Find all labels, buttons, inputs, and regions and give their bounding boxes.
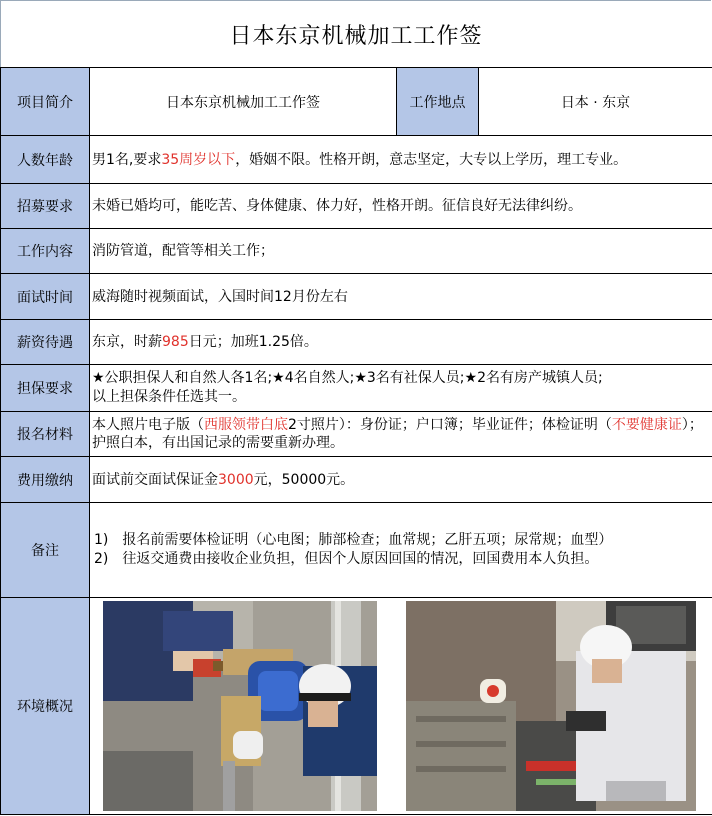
people-age-highlight: 35周岁以下 xyxy=(161,151,236,168)
fee-text-post: 元，50000元。 xyxy=(253,471,355,488)
sheet-title: 日本东京机械加工工作签 xyxy=(0,0,711,67)
label-recruit: 招募要求 xyxy=(1,184,90,229)
label-fee: 费用缴纳 xyxy=(1,457,90,503)
label-environment: 环境概况 xyxy=(1,598,90,815)
note-line-1: 1) 报名前需要体检证明（心电图；肺部检查；血常规；乙肝五项；尿常规；血型） xyxy=(94,532,613,548)
row-project xyxy=(1,68,712,136)
row-environment xyxy=(1,598,712,815)
row-work xyxy=(1,229,712,274)
row-guarantee xyxy=(1,365,712,412)
worker-pipe-photo xyxy=(406,601,696,811)
salary-text-pre: 东京，时薪 xyxy=(92,334,162,350)
value-interview: 威海随时视频面试，入国时间12月份左右 xyxy=(90,274,712,320)
fee-deposit-highlight: 3000 xyxy=(218,471,254,488)
row-interview xyxy=(1,274,712,320)
label-materials: 报名材料 xyxy=(1,412,90,457)
note-line-2: 2) 往返交通费由接收企业负担，但因个人原因回国的情况，回国费用本人负担。 xyxy=(94,551,599,567)
label-people: 人数年龄 xyxy=(1,136,90,184)
environment-photos xyxy=(90,598,712,815)
guarantee-line-2: 以上担保条件任选其一。 xyxy=(92,389,246,405)
label-work: 工作内容 xyxy=(1,229,90,274)
label-location: 工作地点 xyxy=(397,68,479,136)
guarantee-line-1: ★公职担保人和自然人各1名;★4名自然人;★3名有社保人员;★2名有房产城镇人员; xyxy=(92,370,603,386)
row-recruit xyxy=(1,184,712,229)
materials-photo-highlight: 西服领带白底 xyxy=(204,417,288,433)
value-work: 消防管道，配管等相关工作； xyxy=(90,229,712,274)
value-project: 日本东京机械加工工作签 xyxy=(90,68,397,136)
value-materials xyxy=(90,412,712,457)
row-notes xyxy=(1,503,712,598)
people-text-post: ，婚姻不限。性格开朗，意志坚定，大专以上学历，理工专业。 xyxy=(235,151,628,168)
salary-text-post: 日元；加班1.25倍。 xyxy=(188,334,318,350)
value-fee xyxy=(90,457,712,503)
label-guarantee: 担保要求 xyxy=(1,365,90,412)
row-fee xyxy=(1,457,712,503)
fee-text-pre: 面试前交面试保证金 xyxy=(92,471,218,488)
label-notes: 备注 xyxy=(1,503,90,598)
people-text-pre: 男1名,要求 xyxy=(92,151,162,168)
row-materials xyxy=(1,412,712,457)
job-info-table xyxy=(0,67,712,815)
salary-wage-highlight: 985 xyxy=(162,334,189,350)
value-notes xyxy=(90,503,712,598)
materials-text-mid: 2寸照片）：身份证；户口簿；毕业证件；体检证明（ xyxy=(288,417,612,433)
workers-valve-photo xyxy=(103,601,377,811)
label-project: 项目简介 xyxy=(1,68,90,136)
materials-text-pre: 本人照片电子版（ xyxy=(92,417,204,433)
value-recruit: 未婚已婚均可，能吃苦、身体健康、体力好，性格开朗。征信良好无法律纠纷。 xyxy=(90,184,712,229)
materials-health-highlight: 不要健康证 xyxy=(611,417,682,433)
value-location: 日本 · 东京 xyxy=(479,68,712,136)
value-guarantee xyxy=(90,365,712,412)
materials-text-post: ）；护照白本，有出国记录的需要重新办理。 xyxy=(92,417,703,451)
label-interview: 面试时间 xyxy=(1,274,90,320)
row-people xyxy=(1,136,712,184)
label-salary: 薪资待遇 xyxy=(1,320,90,365)
value-salary xyxy=(90,320,712,365)
value-people xyxy=(90,136,712,184)
row-salary xyxy=(1,320,712,365)
